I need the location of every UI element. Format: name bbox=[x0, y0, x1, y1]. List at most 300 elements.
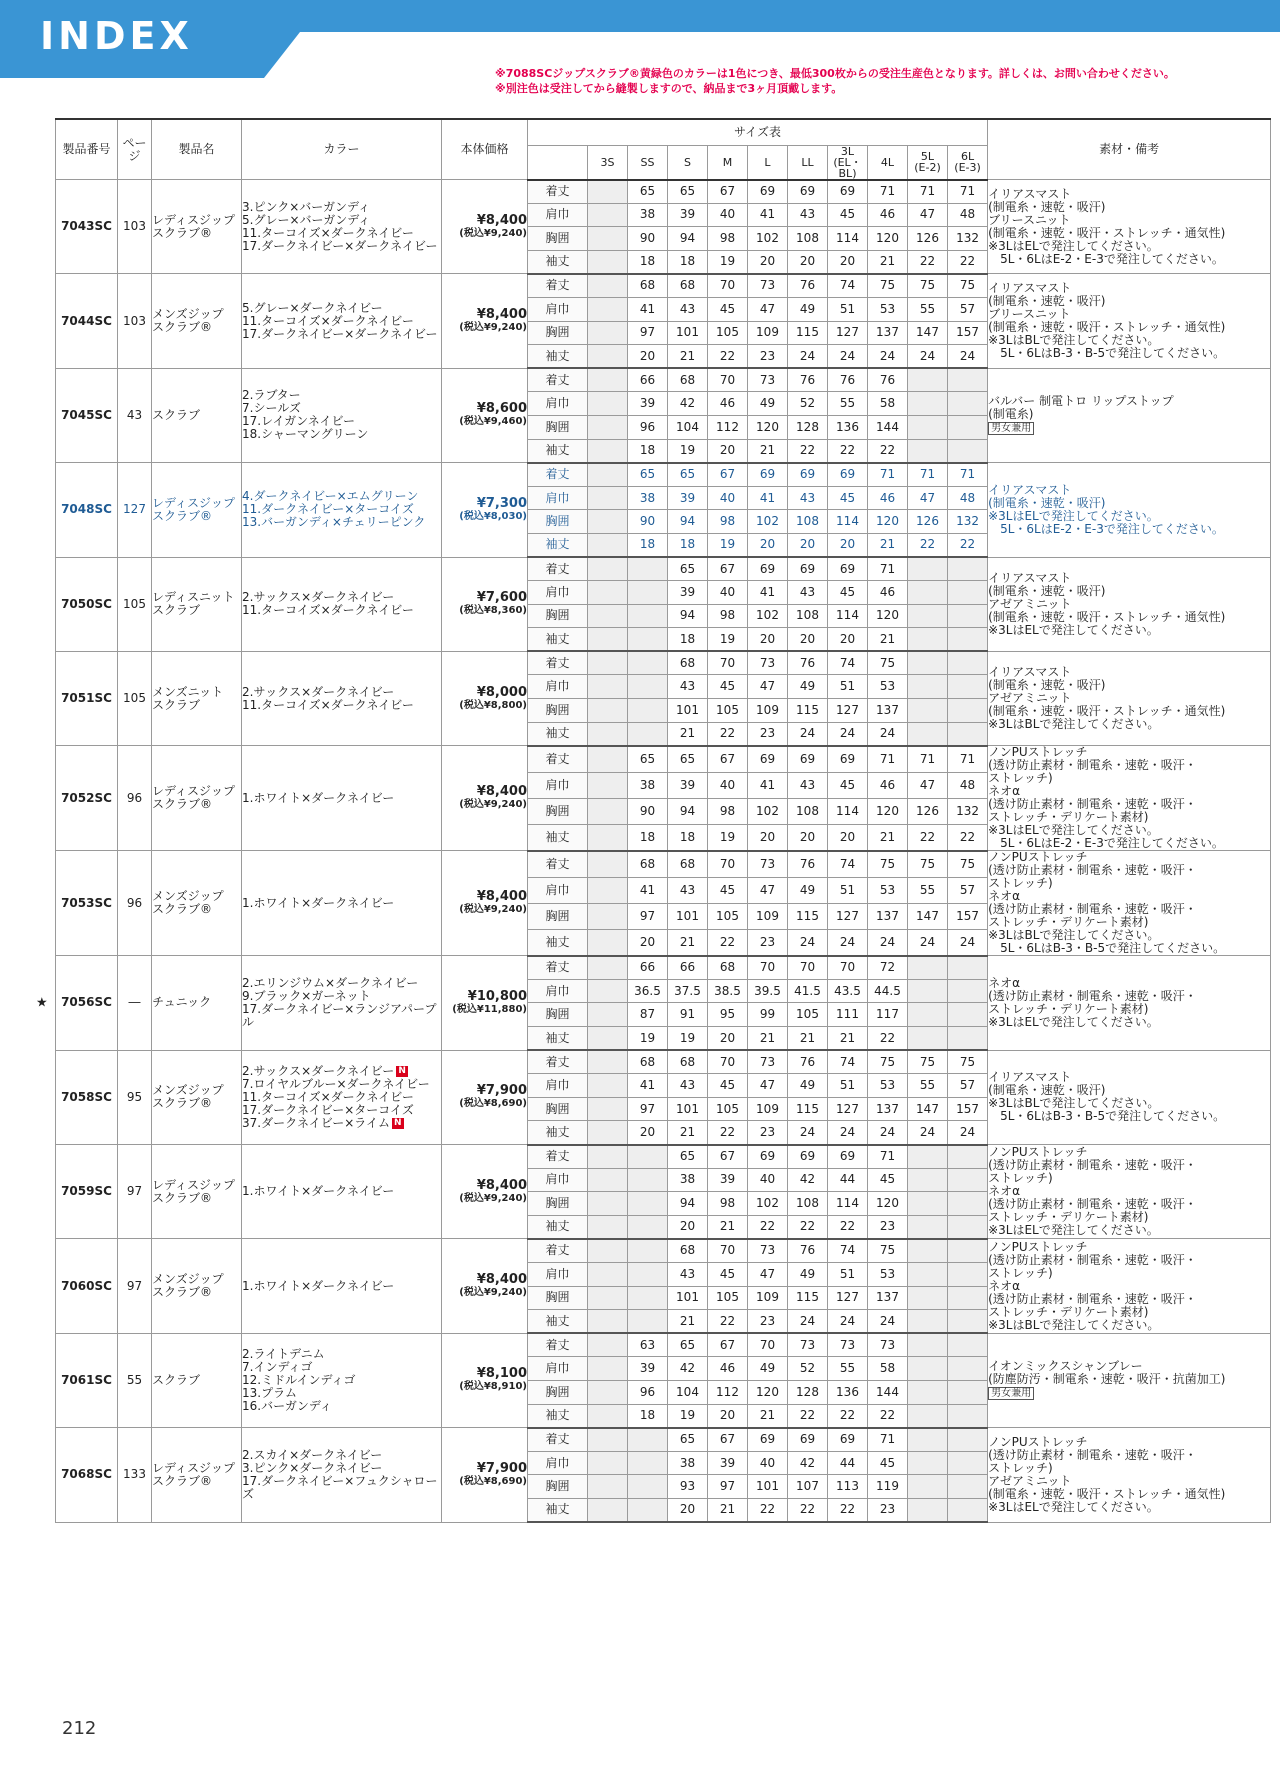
product-name-line: メンズジップ bbox=[152, 1272, 224, 1287]
color-label: 12.ミドルインディゴ bbox=[242, 1372, 356, 1387]
size-value bbox=[588, 1380, 628, 1404]
size-value: 75 bbox=[948, 1050, 988, 1074]
size-value: 20 bbox=[668, 1498, 708, 1522]
material-line: 5L・6LはB-3・B-5で発注してください。 bbox=[988, 1109, 1226, 1124]
size-value bbox=[588, 1003, 628, 1027]
size-value: 67 bbox=[708, 746, 748, 772]
size-value bbox=[948, 1333, 988, 1357]
size-value: 45 bbox=[828, 486, 868, 510]
color-item bbox=[242, 1400, 441, 1413]
size-value bbox=[588, 1262, 628, 1286]
material-line: ブリースニット bbox=[988, 307, 1071, 322]
material-line: ネオα bbox=[988, 1278, 1021, 1293]
size-value: 40 bbox=[748, 1451, 788, 1475]
measure-label: 胸囲 bbox=[528, 798, 588, 824]
product-name-line: スクラブ bbox=[152, 407, 201, 422]
size-value: 73 bbox=[748, 851, 788, 877]
size-value: 42 bbox=[788, 1451, 828, 1475]
product-name bbox=[152, 463, 242, 557]
size-value: 105 bbox=[708, 699, 748, 723]
measure-label: 胸囲 bbox=[528, 1475, 588, 1499]
price-tax-value: ¥8,800) bbox=[483, 699, 527, 711]
size-value: 101 bbox=[668, 903, 708, 929]
size-value bbox=[588, 1475, 628, 1499]
material-line: ブリースニット bbox=[988, 212, 1071, 227]
color-label: 5.グレー×ダークネイビー bbox=[242, 300, 383, 315]
size-value: 21 bbox=[868, 250, 908, 274]
size-value: 76 bbox=[788, 651, 828, 675]
size-value bbox=[628, 1192, 668, 1216]
size-value: 69 bbox=[748, 746, 788, 772]
size-value: 76 bbox=[788, 274, 828, 298]
size-value: 120 bbox=[868, 227, 908, 251]
color-item bbox=[242, 516, 441, 529]
size-value bbox=[908, 651, 948, 675]
price-main: ¥7,900 bbox=[476, 1083, 527, 1099]
product-price bbox=[442, 274, 528, 368]
table-row bbox=[56, 651, 1271, 675]
size-value bbox=[588, 877, 628, 903]
measure-label: 袖丈 bbox=[528, 1404, 588, 1428]
size-value: 40 bbox=[708, 486, 748, 510]
measure-label: 肩巾 bbox=[528, 1074, 588, 1098]
size-value: 144 bbox=[868, 1380, 908, 1404]
size-header: 4L bbox=[868, 145, 908, 180]
size-value bbox=[908, 581, 948, 605]
size-value: 69 bbox=[748, 180, 788, 204]
product-name bbox=[152, 1239, 242, 1333]
size-value: 55 bbox=[908, 877, 948, 903]
size-value bbox=[628, 557, 668, 581]
product-materials bbox=[988, 368, 1271, 462]
size-value: 22 bbox=[708, 722, 748, 746]
size-value bbox=[628, 1286, 668, 1310]
size-value: 69 bbox=[788, 1428, 828, 1452]
size-value bbox=[588, 979, 628, 1003]
size-value: 20 bbox=[748, 250, 788, 274]
size-value: 41 bbox=[748, 486, 788, 510]
size-value: 147 bbox=[908, 903, 948, 929]
product-name bbox=[152, 746, 242, 851]
size-value: 68 bbox=[668, 1050, 708, 1074]
product-code bbox=[56, 274, 118, 368]
size-value: 94 bbox=[668, 510, 708, 534]
size-value: 69 bbox=[748, 1145, 788, 1169]
size-value: 21 bbox=[668, 1310, 708, 1334]
material-line: (透け防止素材・制電糸・速乾・吸汗・ bbox=[988, 1252, 1197, 1267]
size-value bbox=[908, 1380, 948, 1404]
size-value: 96 bbox=[628, 415, 668, 439]
price-with-tax bbox=[442, 321, 527, 334]
size-value: 75 bbox=[908, 274, 948, 298]
size-value: 22 bbox=[788, 1215, 828, 1239]
size-value: 22 bbox=[948, 250, 988, 274]
product-name-line: スクラブ bbox=[152, 1372, 201, 1387]
size-value: 22 bbox=[708, 930, 748, 956]
material-line: (透け防止素材・制電糸・速乾・吸汗・ bbox=[988, 1197, 1197, 1212]
size-value bbox=[628, 675, 668, 699]
product-price bbox=[442, 557, 528, 651]
size-value: 18 bbox=[628, 1404, 668, 1428]
size-value: 76 bbox=[828, 368, 868, 392]
size-value: 22 bbox=[708, 1121, 748, 1145]
size-value: 69 bbox=[748, 463, 788, 487]
measure-label: 着丈 bbox=[528, 746, 588, 772]
size-value: 98 bbox=[708, 798, 748, 824]
size-value: 71 bbox=[868, 746, 908, 772]
product-code-text: 7048SC bbox=[61, 502, 112, 517]
material-line: 5L・6LはE-2・E-3で発注してください。 bbox=[988, 521, 1224, 536]
size-value: 39 bbox=[708, 1451, 748, 1475]
product-colors bbox=[242, 180, 442, 274]
material-line: (透け防止素材・制電糸・速乾・吸汗・ bbox=[988, 1291, 1197, 1306]
measure-label: 袖丈 bbox=[528, 628, 588, 652]
product-colors bbox=[242, 651, 442, 745]
color-label: 11.ターコイズ×ダークネイビー bbox=[242, 603, 414, 618]
size-value: 22 bbox=[788, 1404, 828, 1428]
price-with-tax bbox=[442, 1286, 527, 1299]
price-with-tax bbox=[442, 227, 527, 240]
size-value bbox=[948, 604, 988, 628]
price-tax-prefix: (税込 bbox=[459, 699, 484, 711]
size-value: 73 bbox=[748, 274, 788, 298]
size-value: 120 bbox=[868, 510, 908, 534]
color-label: 2.エリンジウム×ダークネイビー bbox=[242, 975, 419, 990]
size-value: 20 bbox=[628, 345, 668, 369]
product-name-line: スクラブ® bbox=[152, 1096, 213, 1111]
size-value: 41.5 bbox=[788, 979, 828, 1003]
color-label: 3.ピンク×バーガンディ bbox=[242, 199, 371, 214]
measure-label: 袖丈 bbox=[528, 1121, 588, 1145]
size-value: 22 bbox=[868, 439, 908, 463]
product-name bbox=[152, 368, 242, 462]
product-page: 97 bbox=[118, 1239, 152, 1333]
size-value: 45 bbox=[868, 1168, 908, 1192]
size-value: 120 bbox=[868, 798, 908, 824]
size-value: 20 bbox=[828, 825, 868, 851]
size-value bbox=[908, 1286, 948, 1310]
size-value: 137 bbox=[868, 1097, 908, 1121]
product-name-line: レディスジップ bbox=[152, 1177, 236, 1192]
size-value: 36.5 bbox=[628, 979, 668, 1003]
measure-label: 胸囲 bbox=[528, 1380, 588, 1404]
size-value: 24 bbox=[788, 930, 828, 956]
size-value: 19 bbox=[668, 439, 708, 463]
measure-label: 袖丈 bbox=[528, 1498, 588, 1522]
product-page: 96 bbox=[118, 746, 152, 851]
product-price bbox=[442, 651, 528, 745]
product-name-line: メンズニット bbox=[152, 684, 224, 699]
measure-label: 肩巾 bbox=[528, 1357, 588, 1381]
size-value: 69 bbox=[788, 180, 828, 204]
price-tax-value: ¥9,240) bbox=[483, 1192, 527, 1204]
size-value bbox=[588, 1192, 628, 1216]
product-page: 43 bbox=[118, 368, 152, 462]
size-value: 109 bbox=[748, 903, 788, 929]
size-value: 66 bbox=[668, 956, 708, 980]
size-value bbox=[588, 250, 628, 274]
size-value bbox=[588, 1310, 628, 1334]
color-label: 18.シャーマングリーン bbox=[242, 427, 369, 442]
size-value: 105 bbox=[708, 1097, 748, 1121]
product-code bbox=[36, 956, 118, 1050]
size-value: 75 bbox=[868, 1050, 908, 1074]
size-value bbox=[908, 604, 948, 628]
size-value bbox=[628, 1475, 668, 1499]
size-value bbox=[588, 510, 628, 534]
size-value bbox=[948, 1428, 988, 1452]
size-value bbox=[588, 557, 628, 581]
price-with-tax bbox=[442, 1475, 527, 1488]
product-code-text: 7052SC bbox=[61, 790, 112, 805]
measure-label: 胸囲 bbox=[528, 415, 588, 439]
measure-label: 胸囲 bbox=[528, 1003, 588, 1027]
product-price bbox=[442, 956, 528, 1050]
size-value: 41 bbox=[748, 772, 788, 798]
size-value: 42 bbox=[788, 1168, 828, 1192]
size-value: 65 bbox=[668, 1428, 708, 1452]
size-value: 43 bbox=[788, 581, 828, 605]
size-value: 55 bbox=[908, 297, 948, 321]
size-value: 24 bbox=[788, 1121, 828, 1145]
size-value: 38 bbox=[628, 203, 668, 227]
table-row bbox=[56, 557, 1271, 581]
new-badge: N bbox=[398, 1065, 406, 1076]
size-value: 24 bbox=[868, 1310, 908, 1334]
size-value bbox=[948, 722, 988, 746]
size-value: 115 bbox=[788, 903, 828, 929]
size-value: 22 bbox=[868, 1404, 908, 1428]
size-value bbox=[588, 651, 628, 675]
size-value: 109 bbox=[748, 699, 788, 723]
product-materials bbox=[988, 463, 1271, 557]
size-value: 24 bbox=[828, 345, 868, 369]
size-value: 136 bbox=[828, 1380, 868, 1404]
size-value: 22 bbox=[828, 1404, 868, 1428]
product-code-text: 7043SC bbox=[61, 219, 112, 234]
size-value: 137 bbox=[868, 903, 908, 929]
size-value: 114 bbox=[828, 604, 868, 628]
material-line: (透け防止素材・制電糸・速乾・吸汗・ bbox=[988, 758, 1197, 773]
color-label: 13.バーガンディ×チェリーピンク bbox=[242, 515, 426, 530]
size-value: 20 bbox=[788, 825, 828, 851]
color-item bbox=[242, 792, 441, 805]
product-name-line: スクラブ® bbox=[152, 1285, 213, 1300]
price-with-tax bbox=[442, 1003, 527, 1016]
size-value bbox=[588, 699, 628, 723]
color-label: 7.インディゴ bbox=[242, 1359, 313, 1374]
color-label: 3.ピンク×ダークネイビー bbox=[242, 1460, 383, 1475]
size-value: 102 bbox=[748, 798, 788, 824]
price-with-tax bbox=[442, 1380, 527, 1393]
size-value bbox=[948, 979, 988, 1003]
size-value: 46 bbox=[708, 392, 748, 416]
color-label: 1.ホワイト×ダークネイビー bbox=[242, 790, 395, 805]
product-name-line: スクラブ® bbox=[152, 320, 213, 335]
size-value: 127 bbox=[828, 699, 868, 723]
material-line: イオンミックスシャンブレー bbox=[988, 1359, 1143, 1374]
size-value: 19 bbox=[668, 1404, 708, 1428]
size-value bbox=[588, 1286, 628, 1310]
size-value bbox=[628, 1168, 668, 1192]
size-value bbox=[588, 1428, 628, 1452]
size-value: 101 bbox=[668, 699, 708, 723]
material-line: ※3LはBLで発注してください。 bbox=[988, 928, 1160, 943]
size-value bbox=[628, 651, 668, 675]
material-line: ※3LはELで発注してください。 bbox=[988, 823, 1159, 838]
price-tax-value: ¥9,240) bbox=[483, 1287, 527, 1299]
size-value: 51 bbox=[828, 297, 868, 321]
size-value: 94 bbox=[668, 1192, 708, 1216]
size-value: 105 bbox=[708, 903, 748, 929]
size-value: 22 bbox=[748, 1215, 788, 1239]
size-header: LL bbox=[788, 145, 828, 180]
size-value bbox=[908, 368, 948, 392]
material-line: (制電糸・速乾・吸汗・ストレッチ・通気性) bbox=[988, 609, 1226, 624]
size-value: 39 bbox=[668, 772, 708, 798]
size-value bbox=[588, 297, 628, 321]
product-materials bbox=[988, 1239, 1271, 1333]
price-tax-prefix: (税込 bbox=[459, 1098, 484, 1110]
size-value: 38 bbox=[668, 1168, 708, 1192]
size-value: 22 bbox=[828, 1498, 868, 1522]
material-line: ※3LはELで発注してください。 bbox=[988, 1499, 1159, 1514]
measure-label: 肩巾 bbox=[528, 392, 588, 416]
size-value: 126 bbox=[908, 227, 948, 251]
product-materials bbox=[988, 651, 1271, 745]
measure-label: 胸囲 bbox=[528, 1192, 588, 1216]
size-value: 104 bbox=[668, 1380, 708, 1404]
size-value: 24 bbox=[788, 345, 828, 369]
size-value: 72 bbox=[868, 956, 908, 980]
size-value: 43 bbox=[788, 772, 828, 798]
size-value: 102 bbox=[748, 1192, 788, 1216]
size-value: 93 bbox=[668, 1475, 708, 1499]
product-name-line: レディスジップ bbox=[152, 212, 236, 227]
color-label: 5.グレー×バーガンディ bbox=[242, 212, 371, 227]
price-tax-prefix: (税込 bbox=[459, 1192, 484, 1204]
size-value: 147 bbox=[908, 1097, 948, 1121]
size-value bbox=[588, 798, 628, 824]
product-code bbox=[56, 1239, 118, 1333]
material-line: アゼアミニット bbox=[988, 691, 1072, 706]
size-value: 91 bbox=[668, 1003, 708, 1027]
size-value: 47 bbox=[748, 1074, 788, 1098]
product-price bbox=[442, 368, 528, 462]
product-colors bbox=[242, 463, 442, 557]
size-value: 55 bbox=[828, 1357, 868, 1381]
size-value: 24 bbox=[788, 722, 828, 746]
size-value: 70 bbox=[708, 651, 748, 675]
size-value: 127 bbox=[828, 321, 868, 345]
size-value: 21 bbox=[668, 930, 708, 956]
product-code bbox=[56, 368, 118, 462]
size-value bbox=[588, 1215, 628, 1239]
size-value: 65 bbox=[668, 463, 708, 487]
price-tax-value: ¥9,460) bbox=[483, 416, 527, 428]
product-name-line: スクラブ bbox=[152, 603, 201, 618]
measure-label: 着丈 bbox=[528, 368, 588, 392]
color-item bbox=[242, 1003, 441, 1029]
size-value: 108 bbox=[788, 1192, 828, 1216]
size-value bbox=[588, 722, 628, 746]
size-value: 20 bbox=[828, 250, 868, 274]
size-value: 19 bbox=[628, 1027, 668, 1051]
product-code bbox=[56, 651, 118, 745]
material-line: (制電糸・速乾・吸汗) bbox=[988, 678, 1106, 693]
size-value: 67 bbox=[708, 180, 748, 204]
material-line: (制電糸・速乾・吸汗) bbox=[988, 294, 1106, 309]
size-value: 22 bbox=[788, 439, 828, 463]
product-colors bbox=[242, 368, 442, 462]
price-tax-value: ¥9,240) bbox=[483, 799, 527, 811]
size-value: 23 bbox=[748, 722, 788, 746]
size-value: 20 bbox=[628, 1121, 668, 1145]
measure-label: 肩巾 bbox=[528, 1168, 588, 1192]
size-value: 39 bbox=[668, 581, 708, 605]
size-value bbox=[908, 1003, 948, 1027]
size-value: 65 bbox=[628, 746, 668, 772]
color-label: 2.サックス×ダークネイビー bbox=[242, 684, 395, 699]
measure-label: 袖丈 bbox=[528, 250, 588, 274]
size-value: 18 bbox=[628, 825, 668, 851]
color-label: 17.ダークネイビー×ダークネイビー bbox=[242, 326, 438, 341]
price-tax-prefix: (税込 bbox=[459, 1287, 484, 1299]
size-value: 20 bbox=[668, 1215, 708, 1239]
size-value: 43.5 bbox=[828, 979, 868, 1003]
size-value: 18 bbox=[668, 250, 708, 274]
material-line: ストレッチ) bbox=[988, 1265, 1053, 1280]
table-row bbox=[56, 1145, 1271, 1169]
measure-label: 胸囲 bbox=[528, 903, 588, 929]
color-label: 16.バーガンディ bbox=[242, 1398, 332, 1413]
product-name-line: スクラブ® bbox=[152, 225, 213, 240]
size-value: 108 bbox=[788, 227, 828, 251]
size-value: 69 bbox=[788, 557, 828, 581]
measure-label: 着丈 bbox=[528, 1050, 588, 1074]
new-star-icon: ★ bbox=[36, 995, 48, 1011]
size-value: 47 bbox=[908, 772, 948, 798]
size-value: 48 bbox=[948, 203, 988, 227]
size-value: 41 bbox=[628, 297, 668, 321]
new-badge: N bbox=[393, 1117, 402, 1128]
size-header: 3S bbox=[588, 145, 628, 180]
size-value: 53 bbox=[868, 1262, 908, 1286]
color-label: 17.ダークネイビー×ダークネイビー bbox=[242, 238, 438, 253]
color-label: 11.ターコイズ×ダークネイビー bbox=[242, 313, 414, 328]
size-value: 24 bbox=[828, 1121, 868, 1145]
size-value: 58 bbox=[868, 392, 908, 416]
size-value: 49 bbox=[788, 1074, 828, 1098]
size-value: 76 bbox=[788, 368, 828, 392]
size-value: 69 bbox=[788, 746, 828, 772]
size-value: 47 bbox=[748, 297, 788, 321]
size-value: 20 bbox=[788, 250, 828, 274]
color-label: 2.ラブター bbox=[242, 388, 301, 403]
size-value: 21 bbox=[868, 628, 908, 652]
size-value: 74 bbox=[828, 651, 868, 675]
size-value: 55 bbox=[908, 1074, 948, 1098]
price-main: ¥7,600 bbox=[476, 590, 527, 606]
size-value: 70 bbox=[708, 1050, 748, 1074]
price-main: ¥7,300 bbox=[476, 495, 527, 511]
measure-label: 肩巾 bbox=[528, 675, 588, 699]
product-code-text: 7050SC bbox=[61, 596, 112, 611]
material-line: (制電糸・速乾・吸汗・ストレッチ・通気性) bbox=[988, 1486, 1226, 1501]
size-value: 65 bbox=[668, 1333, 708, 1357]
size-value bbox=[948, 581, 988, 605]
product-colors bbox=[242, 557, 442, 651]
